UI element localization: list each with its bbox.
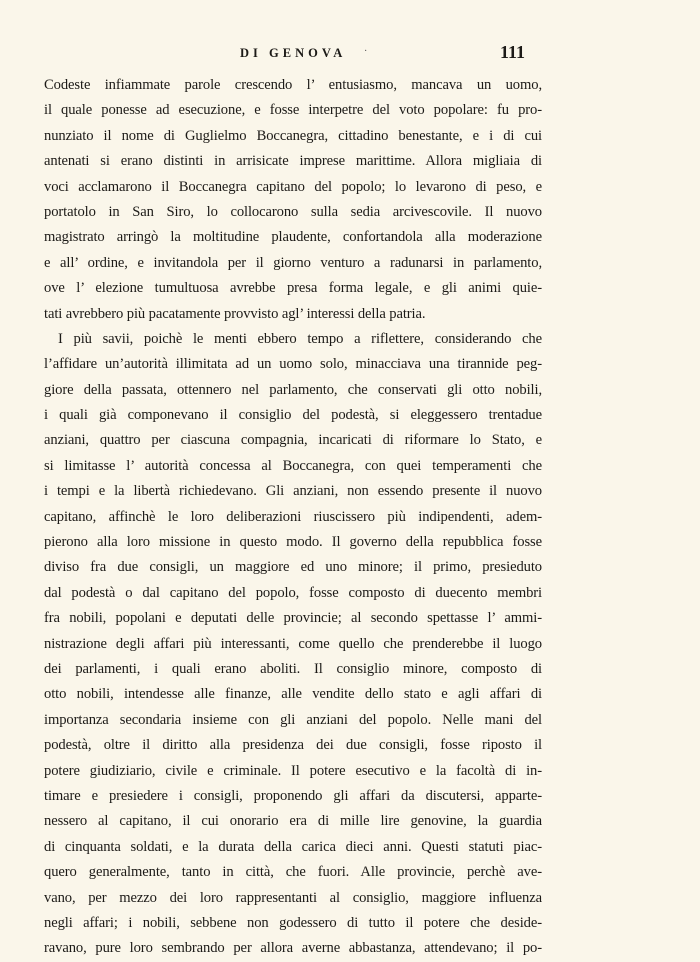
text-line: negli affari; i nobili, sebbene non godessero di tutto il potere che deside- <box>44 914 542 931</box>
text-line: magistrato arringò la moltitudine plaudente, confortandola alla moderazione <box>44 229 542 246</box>
text-line: giore della passata, ottennero nel parlamento, che conservati gli otto nobili, <box>44 381 542 398</box>
text-line: potere giudiziario, civile e criminale. Il potere esecutivo e la facoltà di in- <box>44 762 542 779</box>
text-line: portatolo in San Siro, lo collocarono sulla sedia arcivescovile. Il nuovo <box>44 203 542 220</box>
text-line: dei parlamenti, i quali erano aboliti. Il consiglio minore, composto di <box>44 660 542 677</box>
text-line: voci acclamarono il Boccanegra capitano del popolo; lo levarono di peso, e <box>44 178 542 195</box>
paragraph-first-line: I più savii, poichè le menti ebbero tempo a riflettere, considerando che <box>58 330 542 347</box>
text-line: si limitasse l’ autorità concessa al Boccanegra, con quei temperamenti che <box>44 457 542 474</box>
text-line: ravano, pure loro sembrando per allora averne abbastanza, attendevano; il po- <box>44 940 542 957</box>
running-title: DI GENOVA <box>240 46 347 60</box>
text-line: antenati si erano distinti in arrisicate imprese marittime. Allora migliaia di <box>44 153 542 170</box>
text-line: vano, per mezzo dei loro rappresentanti al consiglio, maggiore influenza <box>44 889 542 906</box>
text-line: quero generalmente, tanto in città, che fuori. Alle provincie, perchè ave- <box>44 864 542 881</box>
text-line: podestà, oltre il diritto alla presidenza dei due consigli, fosse riposto il <box>44 737 542 754</box>
text-line: anziani, quattro per ciascuna compagnia, incaricati di riformare lo Stato, e <box>44 432 542 449</box>
text-line: i quali già componevano il consiglio del podestà, si eleggessero trentadue <box>44 407 542 424</box>
text-line: diviso fra due consigli, un maggiore ed uno minore; il primo, presieduto <box>44 559 542 576</box>
text-line: timare e presiedere i consigli, proponendo gli affari da discutersi, apparte- <box>44 787 542 804</box>
text-line: l’affidare un’autorità illimitata ad un uomo solo, minacciava una tirannide peg- <box>44 356 542 373</box>
text-line: nistrazione degli affari più interessanti, come quello che prenderebbe il luogo <box>44 635 542 652</box>
text-line: nessero al capitano, il cui onorario era di mille lire genovine, la guardia <box>44 813 542 830</box>
text-line: pierono alla loro missione in questo modo. Il governo della repubblica fosse <box>44 534 542 551</box>
text-line: importanza secondaria insieme con gli anziani del popolo. Nelle mani del <box>44 711 542 728</box>
text-line: il quale ponesse ad esecuzione, e fosse interpetre del voto popolare: fu pro- <box>44 102 542 119</box>
running-head <box>0 44 700 68</box>
page-number: 111 <box>500 42 526 62</box>
text-line: nunziato il nome di Guglielmo Boccanegra, cittadino benestante, e i di cui <box>44 127 542 144</box>
running-head-dot: · <box>364 46 368 57</box>
text-line: ove l’ elezione tumultuosa avrebbe presa forma legale, e gli animi quie- <box>44 280 542 297</box>
text-line: Codeste infiammate parole crescendo l’ entusiasmo, mancava un uomo, <box>44 77 542 93</box>
text-line: otto nobili, intendesse alle finanze, alle vendite dello stato e agli affari di <box>44 686 542 703</box>
text-line: dal podestà o dal capitano del popolo, fosse composto di duecento membri <box>44 584 542 601</box>
text-line: i tempi e la libertà richiedevano. Gli anziani, non essendo presente il nuovo <box>44 483 542 500</box>
text-line: di cinquanta soldati, e la durata della carica dieci anni. Questi statuti piac- <box>44 838 542 855</box>
text-line: capitano, affinchè le loro deliberazioni riuscissero più indipendenti, adem- <box>44 508 542 525</box>
text-line: fra nobili, popolani e deputati delle provincie; al secondo spettasse l’ ammi- <box>44 610 542 627</box>
text-line: e all’ ordine, e invitandola per il giorno venturo a radunarsi in parlamento, <box>44 254 542 271</box>
body-text <box>44 73 542 962</box>
paragraph-end-line: tati avrebbero più pacatamente provvisto agl’ interessi della patria. <box>44 305 426 322</box>
